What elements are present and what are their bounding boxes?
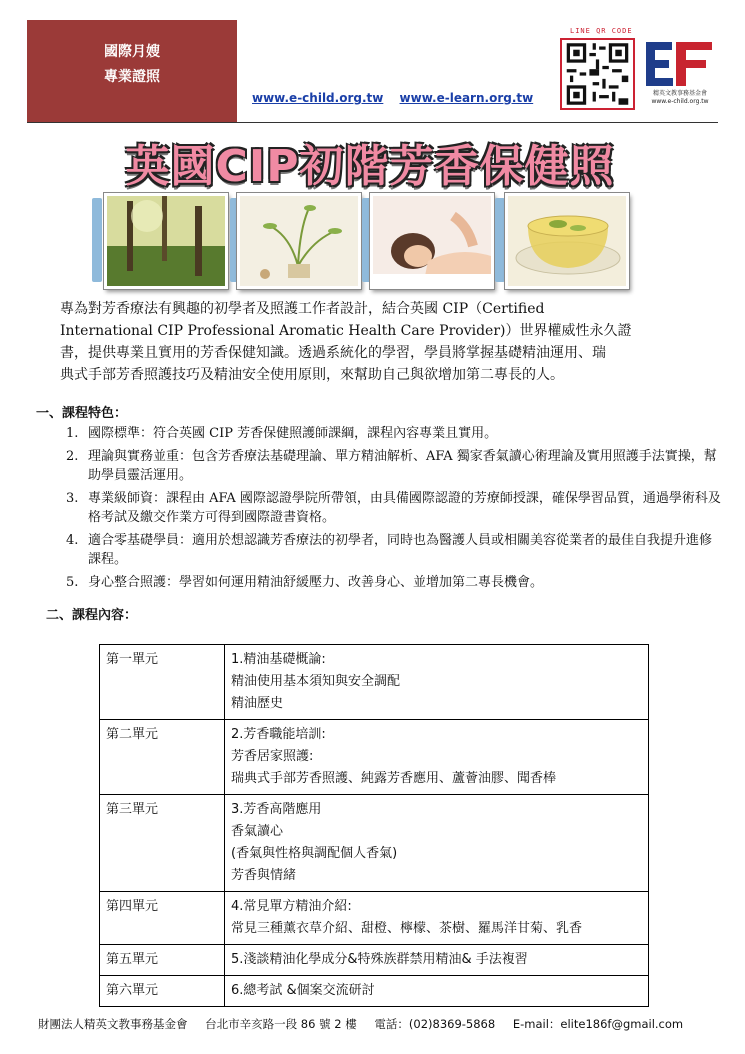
feature-item xyxy=(62,573,722,593)
feature-number: 1. xyxy=(66,426,79,441)
course-units-table xyxy=(99,644,649,1007)
photo-divider xyxy=(92,198,102,282)
unit-line: 4.常見單方精油介紹: xyxy=(231,899,352,914)
unit-content xyxy=(225,892,649,945)
unit-content xyxy=(225,945,649,976)
intro-line: 專為對芳香療法有興趣的初學者及照護工作者設計，結合英國 CIP（Certified xyxy=(60,301,545,317)
tea-photo xyxy=(505,193,629,289)
footer-org: 財團法人精英文教事務基金會 xyxy=(38,1017,188,1031)
unit-line: 瑞典式手部芳香照護、純露芳香應用、蘆薈油膠、聞香棒 xyxy=(231,771,557,786)
qr-label: LINE QR CODE xyxy=(570,27,633,35)
unit-line: (香氣與性格與調配個人香氣) xyxy=(231,846,398,861)
header-divider xyxy=(27,122,718,123)
logo-url: www.e-child.org.tw xyxy=(651,98,709,105)
unit-name: 第六單元 xyxy=(100,976,225,1007)
footer-address: 台北市辛亥路一段 86 號 2 樓 xyxy=(205,1017,357,1031)
unit-line: 6.總考試 &個案交流研討 xyxy=(231,983,375,998)
feature-number: 4. xyxy=(66,532,79,548)
table-row xyxy=(100,945,649,976)
unit-line: 3.芳香高階應用 xyxy=(231,802,322,817)
footer-contact xyxy=(38,1016,697,1032)
feature-text: 適合零基礎學員：適用於想認識芳香療法的初學者，同時也為醫護人員或相關美容從業者的最佳自我提升進修課程。 xyxy=(88,532,713,567)
footer-email[interactable]: E-mail：elite186f@gmail.com xyxy=(512,1017,684,1031)
unit-content xyxy=(225,720,649,795)
forest-image xyxy=(107,196,225,286)
feature-number: 5. xyxy=(66,574,79,590)
unit-content xyxy=(225,795,649,892)
massage-image xyxy=(373,196,491,286)
table-row xyxy=(100,795,649,892)
feature-item xyxy=(62,447,722,486)
unit-name: 第一單元 xyxy=(100,645,225,720)
footer-phone: 電話：(02)8369-5868 xyxy=(374,1017,496,1031)
url-link-echild[interactable]: www.e-child.org.tw xyxy=(252,91,384,105)
unit-line: 2.芳香職能培訓: xyxy=(231,727,326,742)
website-links xyxy=(252,91,545,105)
ef-logo-icon xyxy=(642,40,714,88)
badge-line2: 專業證照 xyxy=(104,69,160,85)
unit-name: 第三單元 xyxy=(100,795,225,892)
photo-divider xyxy=(495,198,505,282)
unit-name: 第二單元 xyxy=(100,720,225,795)
feature-text: 身心整合照護：學習如何運用精油舒緩壓力、改善身心、並增加第二專長機會。 xyxy=(88,574,544,590)
table-row xyxy=(100,720,649,795)
unit-line: 1.精油基礎概論: xyxy=(231,652,326,667)
unit-content xyxy=(225,645,649,720)
unit-line: 芳香與情緒 xyxy=(231,868,297,883)
url-link-elearn[interactable]: www.e-learn.org.tw xyxy=(399,91,534,105)
badge-line1: 國際月嫂 xyxy=(104,44,160,60)
table-row xyxy=(100,892,649,945)
feature-item xyxy=(62,531,722,570)
unit-line: 5.淺談精油化學成分&特殊族群禁用精油& 手法複習 xyxy=(231,952,528,967)
unit-content xyxy=(225,976,649,1007)
certification-badge xyxy=(27,20,237,123)
section-heading-content: 二、課程內容： xyxy=(46,608,138,623)
intro-paragraph xyxy=(60,298,700,386)
section-heading-features: 一、課程特色： xyxy=(36,406,128,421)
unit-name: 第五單元 xyxy=(100,945,225,976)
intro-line: 典式手部芳香照護技巧及精油安全使用原則，來幫助自己與欲增加第二專長的人。 xyxy=(60,367,564,383)
intro-line: 書，提供專業且實用的芳香保健知識。透過系統化的學習，學員將掌握基礎精油運用、瑞 xyxy=(60,345,606,361)
table-row xyxy=(100,645,649,720)
massage-photo xyxy=(370,193,494,289)
logo-caption xyxy=(640,90,720,106)
feature-number: 2. xyxy=(66,448,79,464)
tea-image xyxy=(508,196,626,286)
feature-item xyxy=(62,489,722,528)
feature-text: 國際標準：符合英國 CIP 芳香保健照護師課綱，課程內容專業且實用。 xyxy=(88,426,498,441)
qr-code-icon xyxy=(560,38,635,110)
forest-photo xyxy=(104,193,228,289)
page-title: 英國CIP初階芳香保健照 xyxy=(125,141,615,192)
table-row xyxy=(100,976,649,1007)
feature-item xyxy=(62,424,722,444)
intro-line: International CIP Professional Aromatic Health Care Provider)）世界權威性永久證 xyxy=(60,323,632,339)
logo-name: 精英文教事務基金會 xyxy=(652,90,707,97)
unit-line: 常見三種薰衣草介紹、甜橙、檸檬、茶樹、羅馬洋甘菊、乳香 xyxy=(231,921,583,936)
unit-line: 香氣讀心 xyxy=(231,824,284,839)
unit-line: 芳香居家照護: xyxy=(231,749,314,764)
feature-text: 專業級師資：課程由 AFA 國際認證學院所帶領，由具備國際認證的芳療師授課，確保學習品質，通過學術科及格考試及繳交作業方可得到國際證書資格。 xyxy=(88,490,721,525)
features-list xyxy=(62,424,722,595)
unit-name: 第四單元 xyxy=(100,892,225,945)
unit-line: 精油使用基本須知與安全調配 xyxy=(231,674,401,689)
plant-photo xyxy=(237,193,361,289)
unit-line: 精油歷史 xyxy=(231,696,284,711)
feature-number: 3. xyxy=(66,490,79,506)
plant-image xyxy=(240,196,358,286)
feature-text: 理論與實務並重：包含芳香療法基礎理論、單方精油解析、AFA 獨家香氣讀心術理論及實用照護手法實操，幫助學員靈活運用。 xyxy=(88,448,717,483)
